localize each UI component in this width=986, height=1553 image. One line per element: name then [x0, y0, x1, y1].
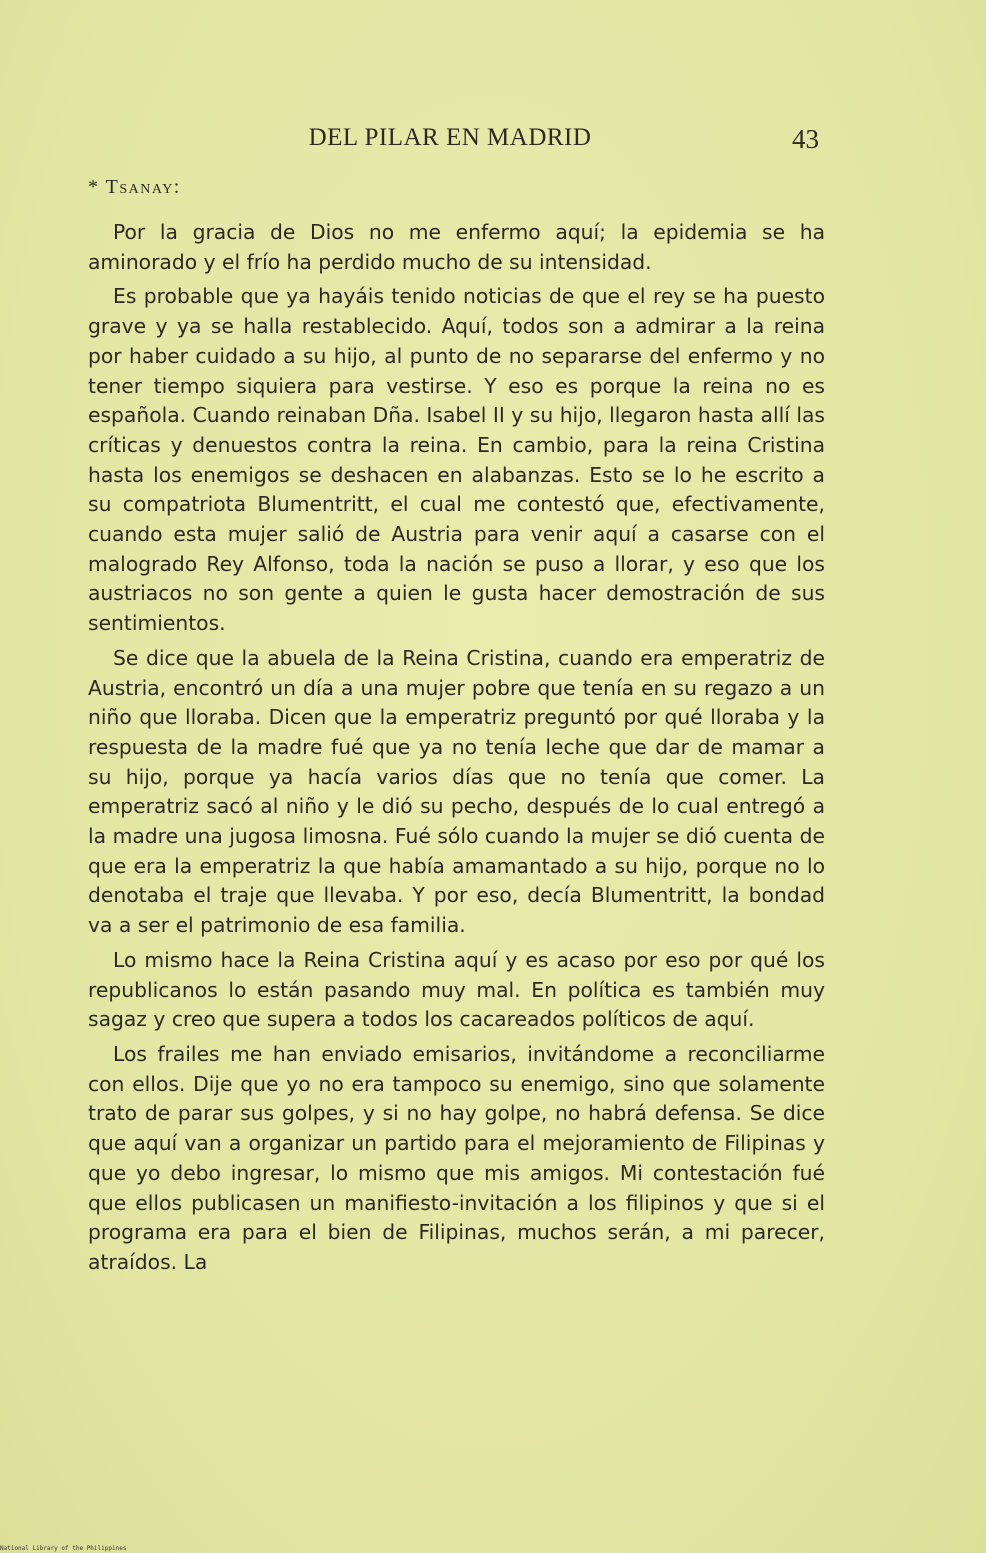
running-title: DEL PILAR EN MADRID — [308, 124, 592, 151]
body-text — [88, 218, 825, 1283]
paragraph: Por la gracia de Dios no me enfermo aquí; la epidemia se ha aminorado y el frío ha perdido mucho de su intensidad. — [88, 220, 825, 274]
paragraph: Se dice que la abuela de la Reina Cristina, cuando era emperatriz de Austria, encontró un día a una mujer pobre que tenía en su regazo a un niño que lloraba. Dicen que la emperatriz preguntó por qué lloraba y la respuesta de la madre fué que ya no tenía leche que dar de mamar a su hijo, porque ya hacía varios días que no tenía que comer. La emperatriz sacó al niño y le dió su pecho, después de lo cual entregó a la madre una jugosa limosna. Fué sólo cuando la mujer se dió cuenta de que era la emperatriz la que había amamantado a su hijo, porque no lo denotaba el traje que llevaba. Y por eso, decía Blumentritt, la bondad va a ser el patrimonio de esa familia. — [88, 645, 825, 938]
running-head — [0, 120, 986, 160]
footer-credit: National Library of the Philippines — [0, 1545, 127, 1552]
paragraph: Es probable que ya hayáis tenido noticias de que el rey se ha puesto grave y ya se halla restablecido. Aquí, todos son a admirar a la reina por haber cuidado a su hijo, al punto de no separarse del enfermo y no tener tiempo siquiera para vestirse. Y eso es porque la reina no es española. Cuando reinaban Dña. Isabel II y su hijo, llegaron hasta allí las críticas y denuestos contra la reina. En cambio, para la reina Cristina hasta los enemigos se deshacen en alabanzas. Esto se lo he escrito a su compatriota Blumentritt, el cual me contestó que, efectivamente, cuando esta mujer salió de Austria para venir aquí a casarse con el malogrado Rey Alfonso, toda la nación se puso a llorar, y eso que los austriacos no son gente a quien le gusta hacer demostración de sus sentimientos. — [88, 284, 825, 636]
section-label: * Tsanay: — [88, 176, 181, 198]
paragraph: Los frailes me han enviado emisarios, invitándome a reconciliarme con ellos. Dije que yo no era tampoco su enemigo, sino que solamente trato de parar sus golpes, y si no hay golpe, no habrá defensa. Se dice que aquí van a organizar un partido para el mejoramiento de Filipinas y que yo debo ingresar, lo mismo que mis amigos. Mi contestación fué que ellos publicasen un manifiesto-invitación a los filipinos y que si el programa era para el bien de Filipinas, muchos serán, a mi parecer, atraídos. La — [88, 1041, 825, 1274]
page-number: 43 — [792, 124, 819, 154]
paragraph: Lo mismo hace la Reina Cristina aquí y es acaso por eso por qué los republicanos lo están pasando muy mal. En política es también muy sagaz y creo que supera a todos los cacareados políticos de aquí. — [88, 947, 825, 1032]
